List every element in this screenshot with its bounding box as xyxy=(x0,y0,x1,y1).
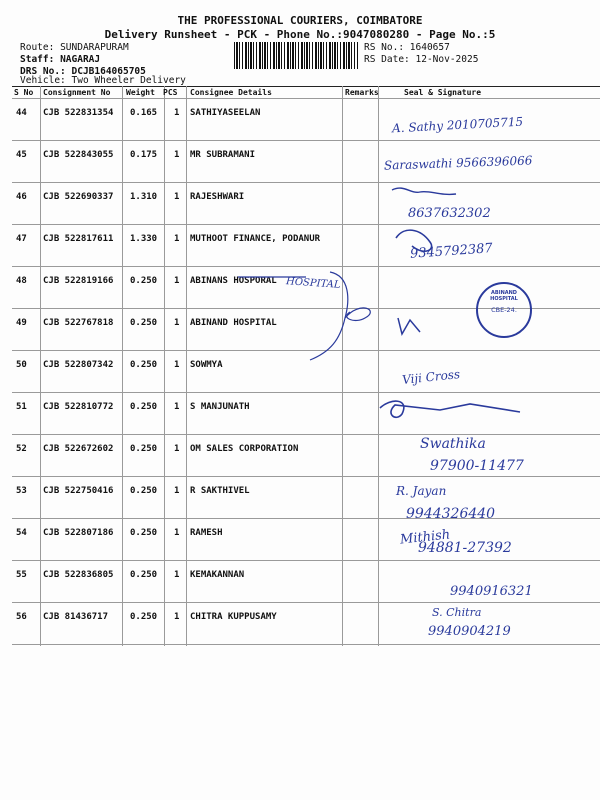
row-weight: 0.165 xyxy=(130,108,158,118)
row-sno: 52 xyxy=(16,444,27,454)
route-label: Route: xyxy=(20,42,55,53)
row-consignment-no: CJB 522810772 xyxy=(43,402,114,412)
row-sno: 44 xyxy=(16,108,27,118)
row-sno: 56 xyxy=(16,612,27,622)
rs-no-label: RS No.: xyxy=(364,42,405,53)
row-consignment-no: CJB 522831354 xyxy=(43,108,114,118)
loop-mark xyxy=(345,308,370,321)
header-seal: Seal & Signature xyxy=(404,88,482,97)
stamp-name: ABINAND HOSPITAL xyxy=(490,290,518,302)
company-name: THE PROFESSIONAL COURIERS, COIMBATORE xyxy=(177,14,423,27)
row-consignee: ABINAND HOSPITAL xyxy=(190,318,277,328)
signature-45: Saraswathi 9566396066 xyxy=(383,153,533,173)
row-pcs: 1 xyxy=(174,486,180,496)
row-consignee: OM SALES CORPORATION xyxy=(190,444,299,454)
row-consignment-no: CJB 522672602 xyxy=(43,444,114,454)
row-pcs: 1 xyxy=(174,108,180,118)
staff-value: NAGARAJ xyxy=(60,54,101,65)
row-consignee: RAMESH xyxy=(190,528,223,538)
row-consignment-no: CJB 522817611 xyxy=(43,234,114,244)
rs-date-label: RS Date: xyxy=(364,54,410,65)
row-sno: 45 xyxy=(16,150,27,160)
route-value: SUNDARAPURAM xyxy=(60,42,129,53)
hospital-seal-stamp xyxy=(476,282,532,338)
row-consignment-no: CJB 522807186 xyxy=(43,528,114,538)
hospital-correction: HOSPITAL xyxy=(285,276,341,291)
row-consignee: KEMAKANNAN xyxy=(190,570,245,580)
row-sno: 54 xyxy=(16,528,27,538)
signature-44: A. Sathy 2010705715 xyxy=(391,114,524,136)
row-weight: 0.250 xyxy=(130,360,158,370)
row-weight: 0.250 xyxy=(130,612,158,622)
row-sno: 47 xyxy=(16,234,27,244)
row-consignee: RAJESHWARI xyxy=(190,192,245,202)
row-pcs: 1 xyxy=(174,150,180,160)
header-consignee: Consignee Details xyxy=(190,88,272,97)
signature-scribble xyxy=(380,401,520,417)
row-consignee: SOWMYA xyxy=(190,360,223,370)
row-weight: 0.250 xyxy=(130,276,158,286)
row-pcs: 1 xyxy=(174,360,180,370)
signature-55-phone: 9940916321 xyxy=(450,584,533,599)
row-consignee: MR SUBRAMANI xyxy=(190,150,256,160)
row-weight: 0.250 xyxy=(130,570,158,580)
row-weight: 0.175 xyxy=(130,150,158,160)
signature-53-phone: 9944326440 xyxy=(406,506,496,522)
row-pcs: 1 xyxy=(174,402,180,412)
row-consignment-no: CJB 522807342 xyxy=(43,360,114,370)
signature-scribble xyxy=(398,318,420,334)
header-consignment: Consignment No xyxy=(43,88,111,97)
rs-date-value: 12-Nov-2025 xyxy=(415,54,479,65)
signature-52-name: Swathika xyxy=(420,436,486,452)
vehicle-value: Two Wheeler Delivery xyxy=(71,75,186,86)
signature-56-phone: 9940904219 xyxy=(428,624,511,639)
row-sno: 50 xyxy=(16,360,27,370)
row-weight: 0.250 xyxy=(130,444,158,454)
bracket-mark xyxy=(310,272,348,360)
signature-47: 9345792387 xyxy=(409,241,494,262)
drs-value: DCJB164065705 xyxy=(71,66,146,77)
row-consignee: MUTHOOT FINANCE, PODANUR xyxy=(190,234,321,244)
row-sno: 48 xyxy=(16,276,27,286)
header-weight: Weight xyxy=(126,88,155,97)
row-consignee: ABINANS HOSPORAL xyxy=(190,276,277,286)
signature-54-name: Mithish xyxy=(399,527,451,548)
row-consignment-no: CJB 522836805 xyxy=(43,570,114,580)
row-pcs: 1 xyxy=(174,192,180,202)
signature-56-name: S. Chitra xyxy=(432,606,482,619)
row-weight: 1.310 xyxy=(130,192,158,202)
row-consignee: SATHIYASEELAN xyxy=(190,108,261,118)
row-consignment-no: CJB 522750416 xyxy=(43,486,114,496)
row-sno: 51 xyxy=(16,402,27,412)
rs-no-value: 1640657 xyxy=(409,42,450,53)
signature-52-phone: 97900-11477 xyxy=(430,458,524,474)
header-sno: S No xyxy=(14,88,34,97)
row-consignment-no: CJB 522767818 xyxy=(43,318,114,328)
row-consignment-no: CJB 81436717 xyxy=(43,612,109,622)
row-weight: 0.250 xyxy=(130,318,158,328)
row-consignment-no: CJB 522843055 xyxy=(43,150,114,160)
signature-scribble xyxy=(392,188,456,194)
row-consignee: R SAKTHIVEL xyxy=(190,486,250,496)
header-remarks: Remarks xyxy=(345,88,379,97)
row-weight: 0.250 xyxy=(130,486,158,496)
row-sno: 55 xyxy=(16,570,27,580)
header-pcs: PCS xyxy=(163,88,178,97)
runsheet-title: Delivery Runsheet - PCK - Phone No.:9047080280 - Page No.:5 xyxy=(104,28,496,41)
row-consignee: S MANJUNATH xyxy=(190,402,250,412)
row-weight: 0.250 xyxy=(130,528,158,538)
staff-label: Staff: xyxy=(20,54,55,65)
row-pcs: 1 xyxy=(174,234,180,244)
row-pcs: 1 xyxy=(174,444,180,454)
row-weight: 1.330 xyxy=(130,234,158,244)
row-sno: 46 xyxy=(16,192,27,202)
row-pcs: 1 xyxy=(174,612,180,622)
stamp-city: CBE-24. xyxy=(491,306,517,314)
row-weight: 0.250 xyxy=(130,402,158,412)
row-consignment-no: CJB 522690337 xyxy=(43,192,114,202)
signature-54-phone: 94881-27392 xyxy=(418,540,512,556)
drs-label: DRS No.: xyxy=(20,66,66,77)
signature-50: Viji Cross xyxy=(401,367,461,387)
row-consignee: CHITRA KUPPUSAMY xyxy=(190,612,277,622)
signature-53-name: R. Jayan xyxy=(396,484,447,498)
row-pcs: 1 xyxy=(174,528,180,538)
row-pcs: 1 xyxy=(174,318,180,328)
signature-46: 8637632302 xyxy=(408,206,491,221)
row-sno: 53 xyxy=(16,486,27,496)
row-sno: 49 xyxy=(16,318,27,328)
row-consignment-no: CJB 522819166 xyxy=(43,276,114,286)
vehicle-label: Vehicle: xyxy=(20,75,66,86)
row-pcs: 1 xyxy=(174,570,180,580)
row-pcs: 1 xyxy=(174,276,180,286)
